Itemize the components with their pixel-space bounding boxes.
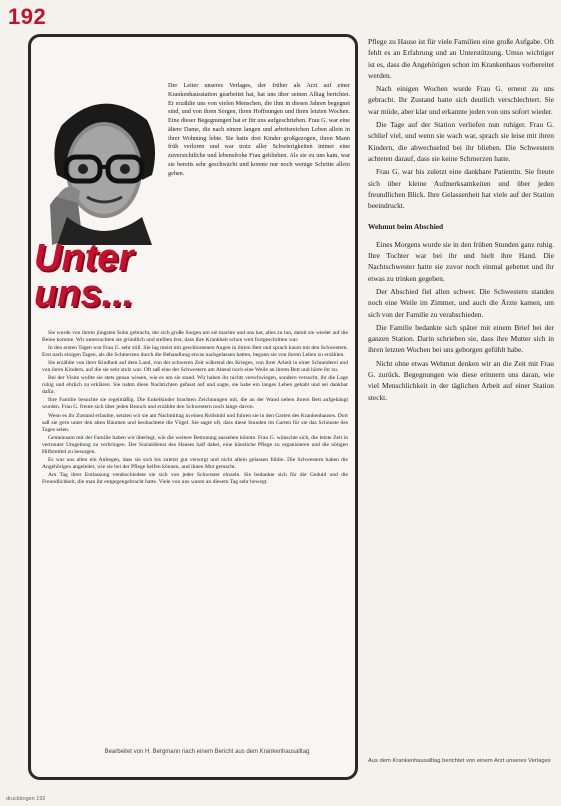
body-paragraph: In den ersten Tagen war Frau G. sehr still. Sie lag meist mit geschlossenen Augen in ihrem Bett und sprach kaum mit den Schwestern. Erst nach einigen Tagen, als die Schmerzen durch die Behandlung etwas nachgelassen hatten, begann sie von ihrem Leben zu erzählen. bbox=[42, 345, 348, 359]
right-paragraph: Die Familie bedankte sich später mit einem Brief bei der ganzen Station. Darin schrieben sie, dass ihre Mutter sich in ihren letzten Wochen bei uns geborgen gefühlt habe. bbox=[368, 322, 554, 355]
right-paragraph: Die Tage auf der Station verliefen nun ruhiger. Frau G. schlief viel, und wenn sie wach war, sprach sie leise mit ihren Kindern, die abwechselnd bei ihr blieben. Die Schwestern achteten darauf, dass sie keine Schmerzen hatte. bbox=[368, 120, 554, 163]
section-heading: Wehmut beim Abschied bbox=[368, 222, 444, 232]
article-title bbox=[34, 237, 134, 315]
right-paragraph: Pflege zu Hause ist für viele Familien eine große Aufgabe. Oft fehlt es an Erfahrung und an Unterstützung. Umso wichtiger ist es, dass die Angehörigen schon im Krankenhaus vorbereitet werden. bbox=[368, 37, 554, 80]
body-paragraph: Sie erzählte von ihrer Kindheit auf dem Land, von der schweren Zeit während des Krieges, von ihrer Arbeit in einer Schneiderei und von ihren Kindern, auf die sie sehr stolz war. Oft saß eine der Schwestern am Abend noch eine Weile an ihrem Bett und hörte ihr zu. bbox=[42, 360, 348, 374]
body-paragraph: Sie wurde von ihrem jüngsten Sohn gebracht, der sich große Sorgen um sie machte und uns bat, alles zu tun, damit sie wieder auf die Beine komme. Wir untersuchten sie gründlich und stellten fest, dass ihre Krankheit schon weit fortgeschritten war. bbox=[42, 330, 348, 344]
body-paragraph: Wenn es ihr Zustand erlaubte, setzten wir sie am Nachmittag in einen Rollstuhl und fuhren sie in den Garten des Krankenhauses. Dort saß sie gern unter den alten Bäumen und beobachtete die Vögel. Sie sagte oft, dass diese Stunden im Garten für sie das Schönste des Tages seien. bbox=[42, 412, 348, 433]
body-paragraph: Gemeinsam mit der Familie haben wir überlegt, wie die weitere Betreuung aussehen könnte. Frau G. wünschte sich, die letzte Zeit in vertrauter Umgebung zu verbringen. Der Sozialdienst des Hauses half dabei, eine häusliche Pflege zu organisieren und die nötigen Hilfsmittel zu besorgen. bbox=[42, 434, 348, 455]
body-paragraph: Ihre Familie besuchte sie regelmäßig. Die Enkelkinder brachten Zeichnungen mit, die an der Wand neben ihrem Bett aufgehängt wurden. Frau G. freute sich über jeden Besuch und erzählte den Schwestern noch lange davon. bbox=[42, 397, 348, 411]
printer-mark: druckbogen 192 bbox=[6, 796, 46, 802]
right-paragraph: Der Abschied fiel allen schwer. Die Schwestern standen noch eine Weile im Zimmer, und auch die Ärzte kamen, um sich von der Familie zu verabschieden. bbox=[368, 286, 554, 319]
right-column bbox=[368, 36, 554, 748]
right-paragraph: Eines Morgens wurde sie in den frühen Stunden ganz ruhig. Ihre Tochter war bei ihr und hielt ihre Hand. Die Nachtschwester hatte sie zuvor noch einmal gebettet und ihr etwas zu trinken gegeben. bbox=[368, 239, 554, 283]
portrait-photo bbox=[42, 85, 164, 245]
right-paragraph: Nach einigen Wochen wurde Frau G. erneut zu uns gebracht. Ihr Zustand hatte sich deutlich verschlechtert. Sie war müde, aber klar und erkannte jeden von uns sofort wieder. bbox=[368, 84, 554, 116]
title-line-2: uns... bbox=[34, 273, 134, 315]
intro-paragraph: Der Leiter unseres Verlages, der früher als Arzt auf einer Krankenhausstation gearbeitet hat, hat uns über seinen Alltag berichtet. Er erzählte uns von vielen Menschen, die ihm in diesen Jahren begegnet sind, und von ihren Sorgen, ihren Hoffnungen und ihren letzten Wochen. Eine dieser Begegnungen hat er für uns aufgeschrieben. Frau G. war eine ältere Dame, die nach einem langen und arbeitsreichen Leben allein in ihrer Wohnung lebte. Sie hatte drei Kinder großgezogen, ihren Mann früh verloren und war trotz aller Schwierigkeiten immer eine zuversichtliche und lebensfrohe Frau geblieben. Als sie zu uns kam, war sie bereits sehr geschwächt und konnte nur noch wenige Schritte allein gehen. bbox=[168, 82, 350, 177]
body-paragraph: Bei der Visite wollte sie stets genau wissen, wie es um sie stand. Wir haben ihr nichts verschwiegen, sondern versucht, ihr die Lage ruhig und ehrlich zu erklären. Sie nahm diese Nachrichten gefasst auf und sagte, sie habe ein langes Leben gehabt und sei dankbar dafür. bbox=[42, 375, 348, 396]
right-paragraph: Frau G. war bis zuletzt eine dankbare Patientin. Sie freute sich über kleine Aufmerksamkeiten und über jeden freundlichen Blick. Ihre Gelassenheit hat viele auf der Station beeindruckt. bbox=[368, 167, 554, 211]
title-line-1: Unter bbox=[34, 237, 134, 279]
page-number: 192 bbox=[8, 4, 47, 29]
body-paragraph: Am Tag ihrer Entlassung verabschiedete sie sich von jeder Schwester einzeln. Sie bedankte sich für die Geduld und die Freundlichkeit, die man ihr entgegengebracht hatte. Viele von uns waren an diesem Tag sehr bewegt. bbox=[42, 471, 348, 485]
body-paragraph: Es war uns allen ein Anliegen, dass sie sich bis zuletzt gut versorgt und nicht allein gelassen fühlte. Die Schwestern haben die Angehörigen angeleitet, wie sie bei der Pflege helfen können, und ihnen Mut gemacht. bbox=[42, 456, 348, 470]
article-body bbox=[42, 330, 348, 738]
article-footnote: Bearbeitet von H. Bergmann nach einem Bericht aus dem Krankenhausalltag bbox=[104, 749, 310, 755]
right-paragraph: Nicht ohne etwas Wehmut denken wir an die Zeit mit Frau G. zurück. Begegnungen wie diese erinnern uns daran, wie viel Menschlichkeit in der täglichen Arbeit auf einer Station steckt. bbox=[368, 358, 554, 402]
right-footnote: Aus dem Krankenhausalltag berichtet von einem Arzt unseres Verlages bbox=[368, 758, 551, 764]
